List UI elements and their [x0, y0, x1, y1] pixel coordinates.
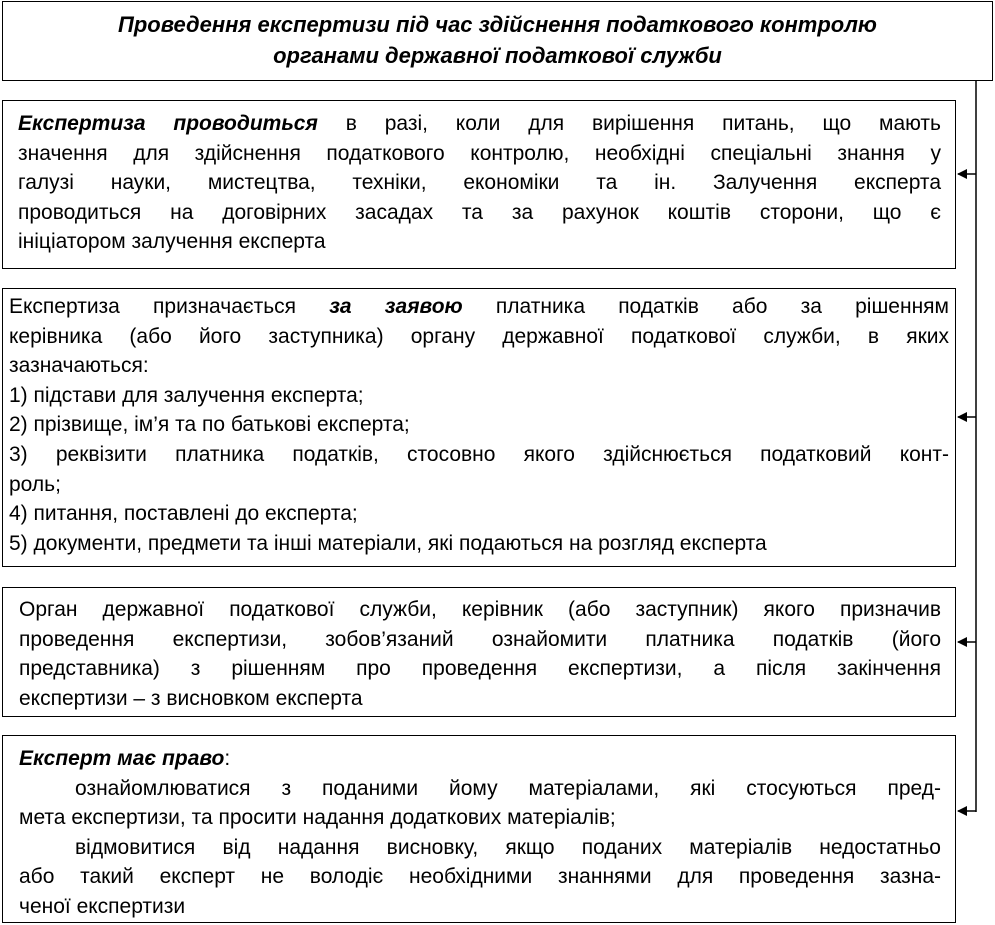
box2-item-4: 4) питання, поставлені до експерта;: [9, 502, 358, 526]
box1-text-1: в разі, коли для вирішення питань, що мають: [345, 112, 941, 135]
box4-line-5: ченої експертизи: [19, 894, 186, 918]
box4-line-2: мета експертизи, та просити надання додаткових матеріалів;: [19, 806, 616, 830]
box1-bold-term: Експертиза проводиться: [18, 112, 318, 135]
arrowhead-3-icon: [957, 637, 967, 647]
box4-line-3: відмовитися від надання висновку, якщо поданих матеріалів недостатньо: [75, 835, 941, 859]
box-tax-service-obligation: [2, 587, 956, 717]
box1-line-1: [18, 109, 941, 139]
title-line-1: Проведення експертизи під час здійснення податкового контролю: [118, 12, 877, 37]
box3-line-3: представника) з рішенням про проведення експертизи, а після закінчення: [19, 657, 941, 681]
box4-bold-term: Експерт має право: [19, 747, 225, 770]
box3-line-4: експертизи – з висновком експерта: [19, 686, 363, 710]
box2-line-2: керівника (або його заступника) органу державної податкової служби, в яких: [9, 324, 949, 348]
box4-colon: :: [224, 747, 231, 770]
box2-line-3: зазначаються:: [9, 354, 149, 378]
arrowhead-4-icon: [957, 806, 967, 816]
box2-text-1: платника податків або за рішенням: [495, 295, 949, 318]
box1-line-3: галузі науки, мистецтва, техніки, економіки та ін. Залучення експерта: [18, 171, 941, 195]
box4-line-4: або такий експерт не володіє необхідними знаннями для проведення зазна-: [19, 865, 941, 889]
box2-item-1: 1) підстави для залучення експерта;: [9, 383, 364, 407]
box4-line-1: ознайомлюватися з поданими йому матеріалами, які стосуються пред-: [75, 776, 941, 800]
box2-bold-term: за заявою: [329, 295, 463, 318]
box-expert-rights: [2, 735, 956, 923]
arrowhead-1-icon: [957, 169, 967, 179]
box3-line-1: Орган державної податкової служби, керівник (або заступник) якого призначив: [19, 598, 941, 621]
box2-item-2: 2) прізвище, ім’я та по батькові експерта;: [9, 413, 410, 437]
box-expertise-conducted: [2, 100, 956, 269]
title-line-2: органами державної податкової служби: [273, 43, 722, 68]
box3-line-2: проведення експертизи, зобов’язаний ознайомити платника податків (його: [19, 627, 941, 651]
box2-item-3: 3) реквізити платника податків, стосовно якого здійснюється податковий конт-: [9, 442, 949, 466]
arrowhead-2-icon: [957, 412, 967, 422]
box4-heading: [19, 744, 941, 774]
box2-line-1: [9, 292, 949, 322]
box2-item-5: 5) документи, предмети та інші матеріали, які подаються на розгляд експерта: [9, 531, 767, 555]
title-box: [2, 1, 993, 81]
box-expertise-appointed: [2, 288, 956, 567]
box1-line-5: ініціатором залучення експерта: [18, 230, 326, 254]
box2-text-pre: Експертиза призначається: [9, 295, 297, 318]
box1-line-2: значення для здійснення податкового контролю, необхідні спеціальні знання у: [18, 141, 941, 165]
box1-line-4: проводиться на договірних засадах та за рахунок коштів сторони, що є: [18, 200, 941, 224]
box2-item-3-cont: роль;: [9, 472, 61, 496]
